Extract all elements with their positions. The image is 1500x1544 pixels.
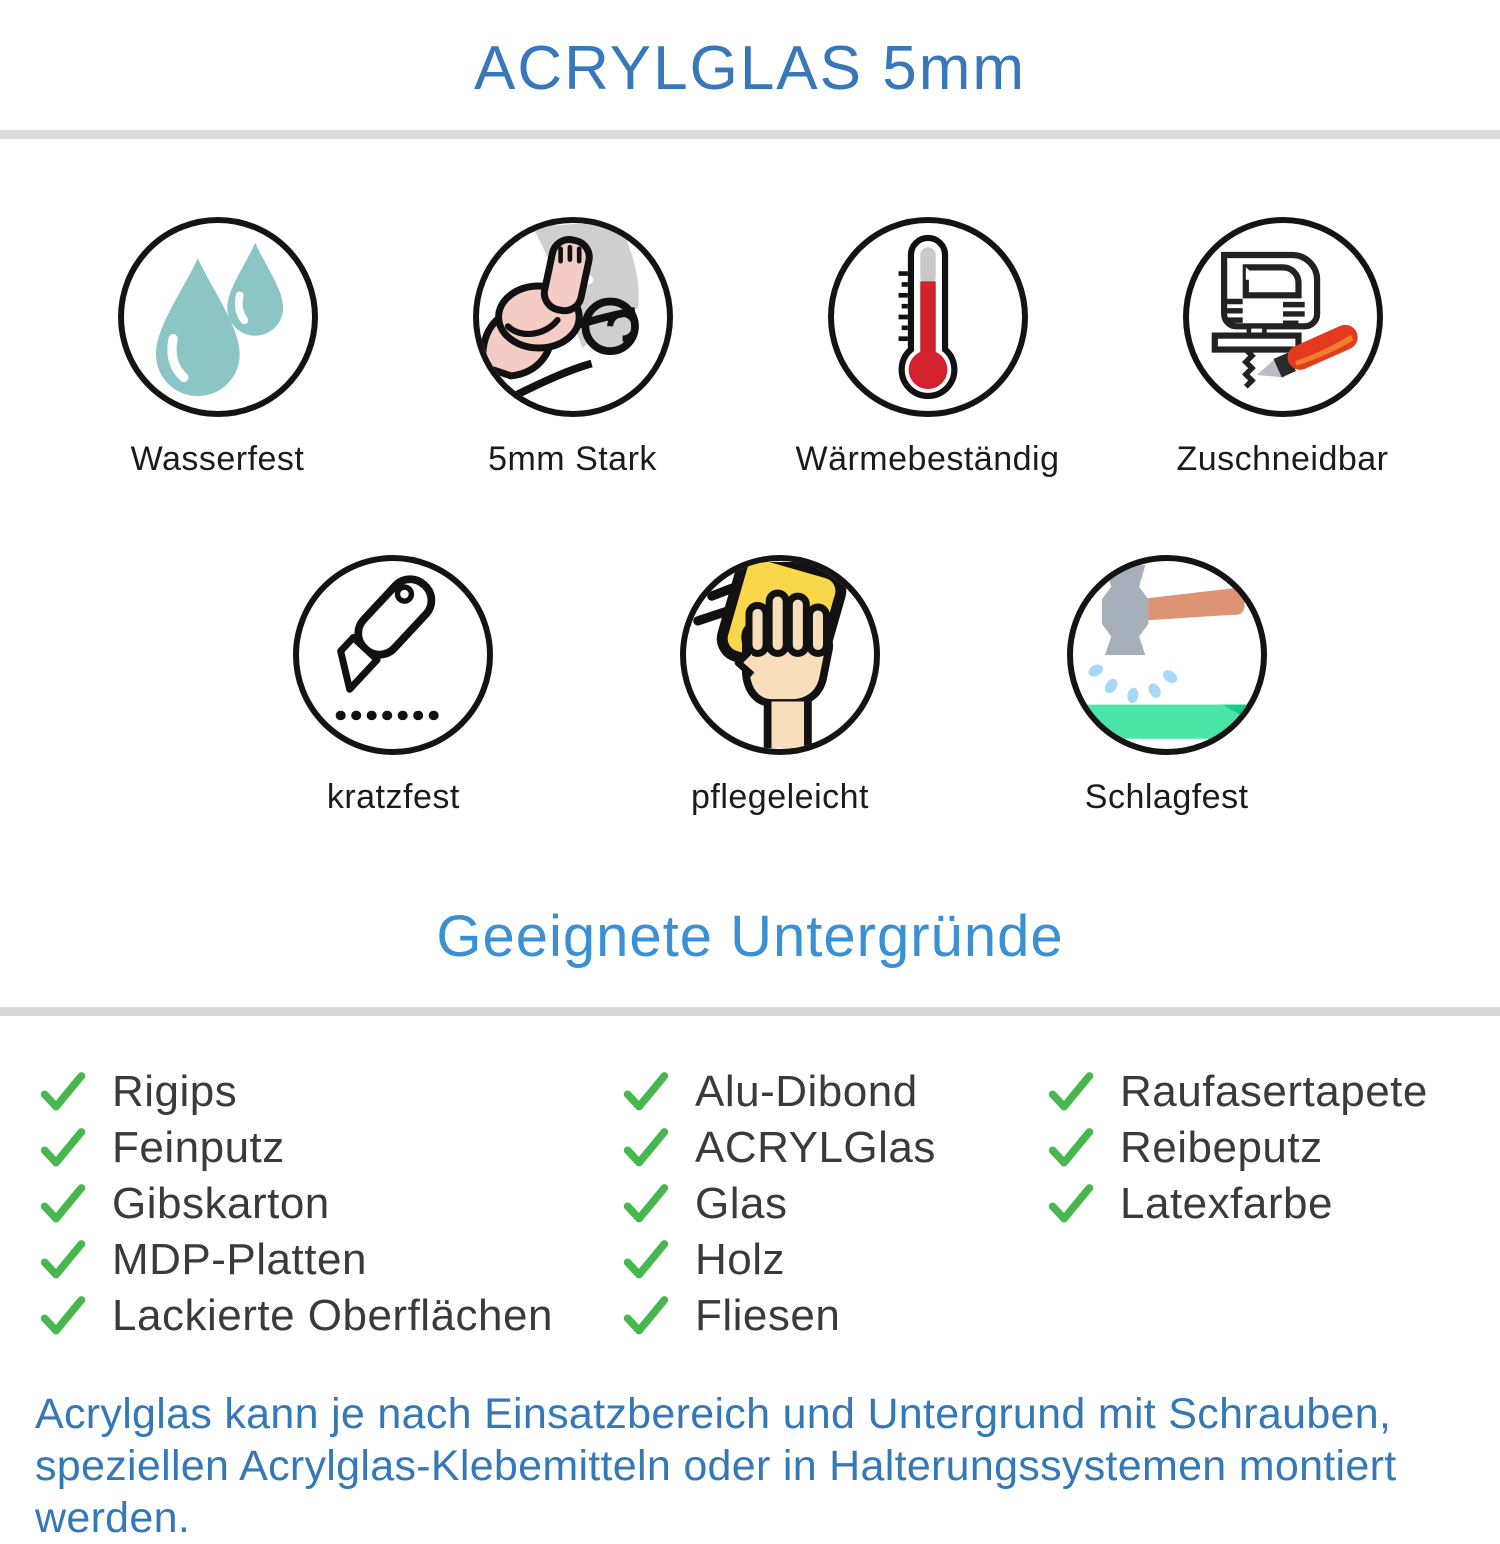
list-item <box>623 1288 1048 1344</box>
check-icon <box>1048 1071 1094 1113</box>
check-icon <box>40 1295 86 1337</box>
feature-zuschneidbar <box>1105 217 1460 479</box>
icon-circle <box>828 217 1028 417</box>
feature-label: pflegeleicht <box>690 778 869 816</box>
footer-line-1: Acrylglas kann je nach Einsatzbereich und Untergrund mit Schrauben, <box>35 1390 1392 1438</box>
feature-row-1 <box>0 217 1500 479</box>
list-item-label: MDP-Platten <box>112 1235 367 1284</box>
feature-row-2 <box>200 555 1360 817</box>
icon-circle <box>1067 555 1267 755</box>
list-item-label: Holz <box>695 1235 786 1284</box>
page-title: ACRYLGLAS 5mm <box>473 34 1027 103</box>
list-item-label: Fliesen <box>695 1291 841 1340</box>
check-icon <box>40 1183 86 1225</box>
jigsaw-icon <box>1190 224 1376 410</box>
feature-label: kratzfest <box>326 778 460 816</box>
feature-label: Zuschneidbar <box>1176 440 1389 478</box>
thermometer-icon <box>835 224 1021 410</box>
list-item <box>40 1288 623 1344</box>
feature-5mm-stark <box>395 217 750 479</box>
feature-waermebestaendig <box>750 217 1105 479</box>
list-item <box>40 1064 623 1120</box>
list-item-label: Glas <box>695 1179 788 1228</box>
list-item <box>623 1064 1048 1120</box>
list-item <box>623 1176 1048 1232</box>
list-item <box>1048 1176 1500 1232</box>
cutter-knife-icon <box>300 562 486 748</box>
icon-circle <box>1183 217 1383 417</box>
list-item-label: Reibeputz <box>1120 1123 1323 1172</box>
list-item-label: Latexfarbe <box>1120 1179 1333 1228</box>
check-icon <box>1048 1183 1094 1225</box>
section-title: Geeignete Untergründe <box>436 904 1064 969</box>
list-item-label: ACRYLGlas <box>695 1123 936 1172</box>
feature-kratzfest <box>200 555 587 817</box>
list-item <box>1048 1064 1500 1120</box>
check-icon <box>623 1071 669 1113</box>
icon-circle <box>293 555 493 755</box>
list-item <box>623 1120 1048 1176</box>
list-item-label: Feinputz <box>112 1123 285 1172</box>
list-item-label: Rigips <box>112 1067 238 1116</box>
feature-label: Wärmebeständig <box>795 440 1060 478</box>
feature-wasserfest <box>40 217 395 479</box>
divider-bar <box>0 1007 1500 1016</box>
check-icon <box>623 1239 669 1281</box>
icon-circle <box>118 217 318 417</box>
feature-label: Wasserfest <box>130 440 305 478</box>
feature-label: 5mm Stark <box>488 440 657 478</box>
footer-note <box>0 1388 1500 1544</box>
icon-circle <box>473 217 673 417</box>
check-icon <box>623 1295 669 1337</box>
feature-schlagfest <box>973 555 1360 817</box>
water-drops-icon <box>125 224 311 410</box>
substrates-column-3 <box>1048 1064 1500 1232</box>
list-item <box>40 1176 623 1232</box>
hammer-icon <box>1074 562 1260 748</box>
check-icon <box>40 1071 86 1113</box>
feature-pflegeleicht <box>587 555 974 817</box>
list-item <box>1048 1120 1500 1176</box>
wiping-hand-icon <box>687 562 873 748</box>
list-item-label: Gibskarton <box>112 1179 330 1228</box>
check-icon <box>623 1127 669 1169</box>
check-icon <box>1048 1127 1094 1169</box>
icon-circle <box>680 555 880 755</box>
muscle-arm-icon <box>480 224 666 410</box>
substrates-column-2 <box>623 1064 1048 1344</box>
check-icon <box>40 1239 86 1281</box>
check-icon <box>40 1127 86 1169</box>
list-item-label: Lackierte Oberflächen <box>112 1291 553 1340</box>
divider-bar <box>0 130 1500 139</box>
substrates-list <box>0 1064 1500 1344</box>
substrates-column-1 <box>40 1064 623 1344</box>
list-item <box>40 1232 623 1288</box>
feature-label: Schlagfest <box>1084 778 1249 816</box>
list-item <box>623 1232 1048 1288</box>
check-icon <box>623 1183 669 1225</box>
list-item <box>40 1120 623 1176</box>
footer-line-2: speziellen Acrylglas-Klebemitteln oder in Halterungssystemen montiert werden. <box>35 1442 1397 1542</box>
list-item-label: Raufasertapete <box>1120 1067 1428 1116</box>
list-item-label: Alu-Dibond <box>695 1067 918 1116</box>
